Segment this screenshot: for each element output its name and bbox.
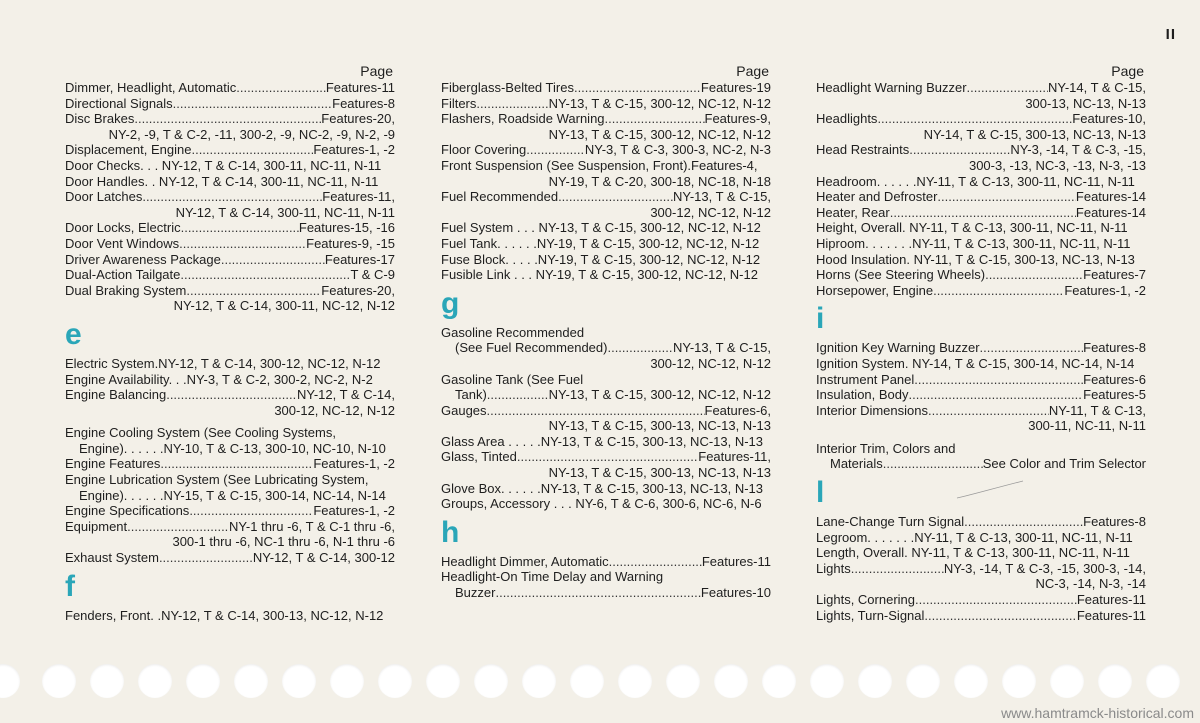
leader-dots — [933, 283, 1064, 299]
leader-dots — [476, 96, 548, 112]
entry-reference: NY-12, T & C-14, 300-12 — [252, 550, 395, 566]
index-entry — [65, 142, 395, 158]
leader-dots — [221, 252, 325, 268]
leader-dots — [909, 142, 1010, 158]
entry-term: Horsepower, Engine — [816, 282, 934, 298]
entry-term: Legroom. . . . . . .NY-11, T & C-13, 300-11, NC-11, N-11 — [816, 529, 1133, 545]
leader-dots — [980, 340, 1084, 356]
entry-continuation: 300-1 thru -6, NC-1 thru -6, N-1 thru -6 — [172, 534, 395, 550]
entry-term: Flashers, Roadside Warning — [441, 111, 605, 127]
entry-term: Dual Braking System — [65, 282, 187, 298]
watermark: www.hamtramck-historical.com — [1001, 705, 1194, 721]
binder-hole — [474, 664, 508, 698]
binder-hole — [0, 664, 20, 698]
entry-reference: NY-13, T & C-15, — [672, 340, 771, 356]
entry-reference: Features-1, -2 — [313, 456, 395, 472]
entry-continuation: 300-11, NC-11, N-11 — [1028, 418, 1146, 434]
index-column-3 — [816, 62, 1146, 623]
index-entry — [441, 449, 771, 480]
index-entry — [65, 111, 395, 142]
entry-term: Door Latches — [65, 189, 143, 205]
entry-term: Engine). . . . . .NY-10, T & C-13, 300-10, NC-10, N-10 — [79, 440, 386, 456]
entry-reference: Features-14 — [1075, 204, 1146, 220]
entry-term: Fuel Recommended — [441, 189, 559, 205]
entry-term: Head Restraints — [816, 142, 910, 158]
binder-hole — [1002, 664, 1036, 698]
leader-dots — [173, 96, 332, 112]
entry-term: Lane-Change Turn Signal — [816, 514, 965, 530]
entry-term: Engine Specifications — [65, 503, 190, 519]
binder-hole — [810, 664, 844, 698]
entry-term: Buzzer — [455, 585, 496, 601]
leader-dots — [166, 387, 297, 403]
binder-hole — [1050, 664, 1084, 698]
entry-reference: Features-6 — [1083, 371, 1146, 387]
entry-reference: NY-13, T & C-15, 300-12, NC-12, N-12 — [548, 387, 771, 403]
entry-term: Gasoline Tank (See Fuel — [441, 371, 584, 387]
index-entry — [65, 387, 395, 418]
leader-dots — [883, 456, 983, 472]
binder-hole — [954, 664, 988, 698]
entry-term: Glove Box. . . . . .NY-13, T & C-15, 300-13, NC-13, N-13 — [441, 480, 764, 496]
index-entry — [441, 189, 771, 220]
entry-continuation: 300-12, NC-12, N-12 — [650, 204, 771, 220]
leader-dots — [609, 554, 702, 570]
binder-hole — [378, 664, 412, 698]
leader-dots — [159, 550, 253, 566]
section-letter: i — [816, 302, 825, 336]
leader-dots — [574, 80, 701, 96]
entry-term: Dimmer, Headlight, Automatic — [65, 80, 237, 95]
entry-reference: Features-11 — [1076, 607, 1146, 623]
entry-term: Headlights — [816, 111, 878, 127]
entry-reference: Features-11 — [1076, 592, 1146, 608]
entry-term: Fenders, Front. .NY-12, T & C-14, 300-13, NC-12, N-12 — [65, 607, 384, 623]
page-number: II — [1165, 26, 1176, 43]
entry-term: Fuel System . . . NY-13, T & C-15, 300-12, NC-12, N-12 — [441, 220, 761, 236]
index-entry — [441, 585, 771, 601]
entry-term: Driver Awareness Package — [65, 251, 221, 267]
index-entry — [65, 503, 395, 519]
entry-reference: Features-14 — [1075, 189, 1146, 205]
entry-term: Heater and Defroster — [816, 189, 938, 205]
entry-reference: Features-8 — [1083, 340, 1146, 356]
leader-dots — [134, 111, 321, 127]
entry-reference: Features-11, — [322, 189, 395, 205]
index-entry — [816, 403, 1146, 434]
index-entry — [65, 472, 395, 488]
entry-term: Exhaust System — [65, 550, 159, 566]
entry-reference: Features-8 — [1083, 514, 1146, 530]
entry-term: Fiberglass-Belted Tires — [441, 80, 574, 95]
entry-term: Door Vent Windows — [65, 235, 180, 251]
index-entry — [441, 569, 771, 585]
index-entry — [441, 158, 771, 189]
index-entry — [65, 519, 395, 550]
entry-term: Ignition System. NY-14, T & C-15, 300-14, NC-14, N-14 — [816, 355, 1135, 371]
entry-term: Engine Cooling System (See Cooling Systems, — [65, 425, 336, 441]
entry-reference: NY-1 thru -6, T & C-1 thru -6, — [229, 518, 395, 534]
index-entry — [441, 434, 771, 450]
index-entry — [441, 220, 771, 236]
index-entry — [65, 174, 395, 190]
leader-dots — [526, 142, 585, 158]
leader-dots — [142, 189, 322, 205]
index-entry — [441, 481, 771, 497]
entry-term: Length, Overall. NY-11, T & C-13, 300-11, NC-11, N-11 — [816, 545, 1130, 561]
entry-reference: Features-1, -2 — [313, 142, 395, 158]
leader-dots — [877, 111, 1072, 127]
index-entry — [65, 608, 395, 624]
entry-reference: NY-13, T & C-15, 300-12, NC-12, N-12 — [548, 95, 771, 111]
index-entry — [816, 111, 1146, 142]
entry-continuation: NY-14, T & C-15, 300-13, NC-13, N-13 — [923, 126, 1146, 142]
entry-reference: Features-19 — [700, 80, 771, 95]
index-column-1 — [65, 62, 395, 623]
index-entry — [441, 236, 771, 252]
index-entry — [65, 80, 395, 96]
column-header: Page — [360, 63, 393, 79]
leader-dots — [127, 519, 229, 535]
leader-dots — [928, 403, 1049, 419]
binder-hole — [618, 664, 652, 698]
entry-reference: NY-11, T & C-13, — [1048, 402, 1146, 418]
binder-hole — [90, 664, 124, 698]
entry-term: Headlight Dimmer, Automatic — [441, 553, 609, 569]
entry-continuation: NY-13, T & C-15, 300-12, NC-12, N-12 — [548, 126, 771, 142]
leader-dots — [487, 387, 549, 403]
entry-term: Engine Features — [65, 456, 161, 472]
entry-term: Door Handles. . NY-12, T & C-14, 300-11, NC-11, N-11 — [65, 173, 379, 189]
index-entry — [65, 488, 395, 504]
entry-reference: Features-10, — [1072, 111, 1146, 127]
entry-term: Fuse Block. . . . .NY-19, T & C-15, 300-12, NC-12, N-12 — [441, 251, 761, 267]
entry-term: Insulation, Body — [816, 387, 909, 403]
entry-term: Horns (See Steering Wheels) — [816, 267, 986, 283]
index-entry — [816, 189, 1146, 205]
leader-dots — [915, 592, 1077, 608]
leader-dots — [924, 608, 1076, 624]
entry-term: Directional Signals — [65, 95, 173, 111]
entry-term: Fusible Link . . . NY-19, T & C-15, 300-12, NC-12, N-12 — [441, 267, 758, 283]
leader-dots — [909, 387, 1084, 403]
leader-dots — [189, 503, 313, 519]
leader-dots — [985, 267, 1083, 283]
index-entry — [816, 205, 1146, 221]
entry-continuation: NY-12, T & C-14, 300-11, NC-11, N-11 — [175, 204, 395, 220]
binder-hole — [42, 664, 76, 698]
binder-holes — [0, 658, 1200, 702]
index-entry — [441, 554, 771, 570]
entry-term: Groups, Accessory . . . NY-6, T & C-6, 300-6, NC-6, N-6 — [441, 496, 762, 512]
index-entry — [816, 283, 1146, 299]
index-entry — [441, 387, 771, 403]
index-entry — [816, 267, 1146, 283]
entry-reference: NY-3, T & C-3, 300-3, NC-2, N-3 — [584, 142, 771, 158]
index-entry — [816, 174, 1146, 190]
leader-dots — [179, 236, 306, 252]
binder-hole — [1146, 664, 1180, 698]
entry-reference: Features-11 — [701, 553, 771, 569]
binder-hole — [714, 664, 748, 698]
entry-term: Heater, Rear — [816, 204, 890, 220]
index-entry — [65, 220, 395, 236]
binder-hole — [666, 664, 700, 698]
pencil-mark — [955, 478, 1025, 502]
binder-hole — [762, 664, 796, 698]
leader-dots — [890, 205, 1076, 221]
entry-term: Door Locks, Electric — [65, 220, 181, 236]
leader-dots — [964, 514, 1083, 530]
index-entry — [816, 592, 1146, 608]
entry-continuation: NY-19, T & C-20, 300-18, NC-18, N-18 — [548, 173, 771, 189]
entry-term: Electric System.NY-12, T & C-14, 300-12, NC-12, N-12 — [65, 355, 381, 371]
index-entry — [65, 441, 395, 457]
leader-dots — [236, 80, 326, 96]
entry-continuation: 300-12, NC-12, N-12 — [650, 355, 771, 371]
entry-continuation: 300-3, -13, NC-3, -13, N-3, -13 — [968, 157, 1146, 173]
entry-term: Engine Availability. . .NY-3, T & C-2, 300-2, NC-2, N-2 — [65, 371, 373, 387]
index-entry — [65, 456, 395, 472]
entry-term: Gasoline Recommended — [441, 324, 585, 340]
index-entry — [441, 325, 771, 341]
entry-term: Lights, Turn-Signal — [816, 607, 925, 623]
leader-dots — [605, 111, 705, 127]
section-letter: l — [816, 476, 825, 510]
column-header: Page — [736, 63, 769, 79]
entry-term: Gauges — [441, 402, 487, 418]
entry-term: Interior Trim, Colors and — [816, 440, 956, 456]
entry-term: Dual-Action Tailgate — [65, 267, 181, 283]
entry-term: Ignition Key Warning Buzzer — [816, 340, 980, 356]
binder-hole — [186, 664, 220, 698]
index-entry — [816, 142, 1146, 173]
entry-term: Glass, Tinted — [441, 449, 517, 465]
binder-hole — [330, 664, 364, 698]
index-entry — [65, 236, 395, 252]
entry-term: Disc Brakes — [65, 111, 135, 127]
entry-reference: See Color and Trim Selector — [982, 456, 1146, 472]
index-entry — [65, 252, 395, 268]
entry-continuation: NY-2, -9, T & C-2, -11, 300-2, -9, NC-2, -9, N-2, -9 — [108, 126, 395, 142]
binder-hole — [858, 664, 892, 698]
entry-term: Headlight-On Time Delay and Warning — [441, 569, 664, 585]
entry-term: Glass Area . . . . .NY-13, T & C-15, 300-13, NC-13, N-13 — [441, 433, 764, 449]
binder-hole — [570, 664, 604, 698]
index-entry — [816, 372, 1146, 388]
entry-term: Filters — [441, 95, 477, 111]
entry-term: Tank) — [455, 387, 487, 403]
leader-dots — [967, 80, 1048, 96]
entry-term: (See Fuel Recommended) — [455, 340, 608, 356]
index-entry — [441, 111, 771, 142]
index-entry — [816, 387, 1146, 403]
entry-term: Fuel Tank. . . . . .NY-19, T & C-15, 300-12, NC-12, N-12 — [441, 235, 760, 251]
binder-hole — [282, 664, 316, 698]
entry-reference: NY-3, -14, T & C-3, -15, 300-3, -14, — [943, 560, 1146, 576]
entry-term: Lights — [816, 560, 851, 576]
index-entry — [816, 545, 1146, 561]
binder-hole — [906, 664, 940, 698]
binder-hole — [426, 664, 460, 698]
index-entry — [441, 96, 771, 112]
index-entry — [441, 372, 771, 388]
entry-term: Hood Insulation. NY-11, T & C-15, 300-13, NC-13, N-13 — [816, 251, 1135, 267]
index-entry — [816, 252, 1146, 268]
index-entry — [441, 252, 771, 268]
entry-reference: Features-1, -2 — [1064, 282, 1146, 298]
entry-continuation: 300-12, NC-12, N-12 — [274, 402, 395, 418]
index-entry — [441, 403, 771, 434]
leader-dots — [937, 189, 1076, 205]
binder-hole — [1098, 664, 1132, 698]
entry-term: Instrument Panel — [816, 371, 915, 387]
index-entry — [441, 267, 771, 283]
binder-hole — [234, 664, 268, 698]
leader-dots — [914, 372, 1083, 388]
index-entry — [441, 340, 771, 371]
entry-term: Engine Lubrication System (See Lubricating System, — [65, 472, 369, 488]
entry-reference: Features-10 — [700, 585, 771, 601]
entry-term: Materials — [830, 456, 883, 472]
index-entry — [441, 496, 771, 512]
index-entry — [441, 80, 771, 96]
index-entry — [65, 425, 395, 441]
entry-term: Interior Dimensions — [816, 402, 928, 418]
index-entry — [65, 267, 395, 283]
entry-reference: Features-6, — [704, 402, 771, 418]
entry-term: Engine Balancing — [65, 387, 167, 403]
entry-reference: Features-5 — [1083, 387, 1146, 403]
entry-term: Hiproom. . . . . . .NY-11, T & C-13, 300-11, NC-11, N-11 — [816, 235, 1131, 251]
binder-hole — [138, 664, 172, 698]
index-entry — [816, 236, 1146, 252]
entry-reference: Features-20, — [321, 282, 395, 298]
entry-reference: Features-8 — [332, 95, 395, 111]
entry-continuation: NY-12, T & C-14, 300-11, NC-12, N-12 — [173, 298, 395, 314]
section-letter: f — [65, 569, 75, 603]
index-entry — [816, 561, 1146, 592]
index-entry — [816, 356, 1146, 372]
section-letter: h — [441, 515, 460, 549]
index-entry — [816, 608, 1146, 624]
entry-reference: Features-17 — [324, 251, 395, 267]
index-entry — [816, 530, 1146, 546]
entry-reference: Features-1, -2 — [313, 503, 395, 519]
entry-gap — [65, 418, 395, 425]
entry-continuation: NC-3, -14, N-3, -14 — [1035, 576, 1146, 592]
column-header: Page — [1111, 63, 1144, 79]
entry-gap — [816, 434, 1146, 441]
entry-continuation: NY-13, T & C-15, 300-13, NC-13, N-13 — [548, 465, 771, 481]
index-entry — [816, 456, 1146, 472]
leader-dots — [181, 220, 299, 236]
entry-term: Floor Covering — [441, 142, 527, 158]
entry-reference: Features-11 — [325, 80, 395, 95]
entry-reference: Features-7 — [1083, 267, 1146, 283]
entry-term: Displacement, Engine — [65, 142, 192, 158]
entry-term: Equipment — [65, 518, 128, 534]
entry-term: Front Suspension (See Suspension, Front).Features-4, — [441, 157, 758, 173]
entry-continuation: 300-13, NC-13, N-13 — [1025, 95, 1146, 111]
section-letter: e — [65, 317, 82, 351]
leader-dots — [186, 283, 321, 299]
index-column-2 — [441, 62, 771, 601]
leader-dots — [160, 456, 313, 472]
index-entry — [65, 158, 395, 174]
index-entry — [65, 372, 395, 388]
entry-term: Headroom. . . . . .NY-11, T & C-13, 300-11, NC-11, N-11 — [816, 173, 1135, 189]
entry-continuation: NY-13, T & C-15, 300-13, NC-13, N-13 — [548, 418, 771, 434]
entry-reference: NY-3, -14, T & C-3, -15, — [1010, 142, 1146, 158]
entry-reference: Features-9, — [704, 111, 771, 127]
section-letter: g — [441, 286, 460, 320]
leader-dots — [517, 449, 698, 465]
entry-reference: Features-20, — [321, 111, 395, 127]
entry-reference: Features-15, -16 — [298, 220, 395, 236]
index-entry — [65, 550, 395, 566]
binder-hole — [522, 664, 556, 698]
leader-dots — [607, 340, 672, 356]
entry-reference: NY-13, T & C-15, — [672, 189, 771, 205]
leader-dots — [495, 585, 700, 601]
index-entry — [816, 220, 1146, 236]
leader-dots — [558, 189, 673, 205]
index-entry — [816, 514, 1146, 530]
index-entry — [65, 96, 395, 112]
entry-term: Height, Overall. NY-11, T & C-13, 300-11, NC-11, N-11 — [816, 220, 1128, 236]
entry-term: Headlight Warning Buzzer — [816, 80, 967, 95]
index-entry — [441, 142, 771, 158]
leader-dots — [487, 403, 705, 419]
entry-reference: T & C-9 — [350, 267, 395, 283]
leader-dots — [180, 267, 350, 283]
index-entry — [816, 80, 1146, 111]
leader-dots — [851, 561, 944, 577]
entry-term: Engine). . . . . .NY-15, T & C-15, 300-14, NC-14, N-14 — [79, 487, 386, 503]
index-entry — [65, 356, 395, 372]
entry-reference: Features-9, -15 — [306, 235, 395, 251]
entry-term: Door Checks. . . NY-12, T & C-14, 300-11, NC-11, N-11 — [65, 157, 382, 173]
entry-reference: Features-11, — [698, 449, 771, 465]
index-entry — [816, 441, 1146, 457]
leader-dots — [191, 142, 313, 158]
entry-reference: NY-12, T & C-14, — [296, 387, 395, 403]
entry-reference: NY-14, T & C-15, — [1047, 80, 1146, 95]
index-entry — [816, 340, 1146, 356]
index-entry — [65, 283, 395, 314]
index-entry — [65, 189, 395, 220]
entry-term: Lights, Cornering — [816, 592, 915, 608]
